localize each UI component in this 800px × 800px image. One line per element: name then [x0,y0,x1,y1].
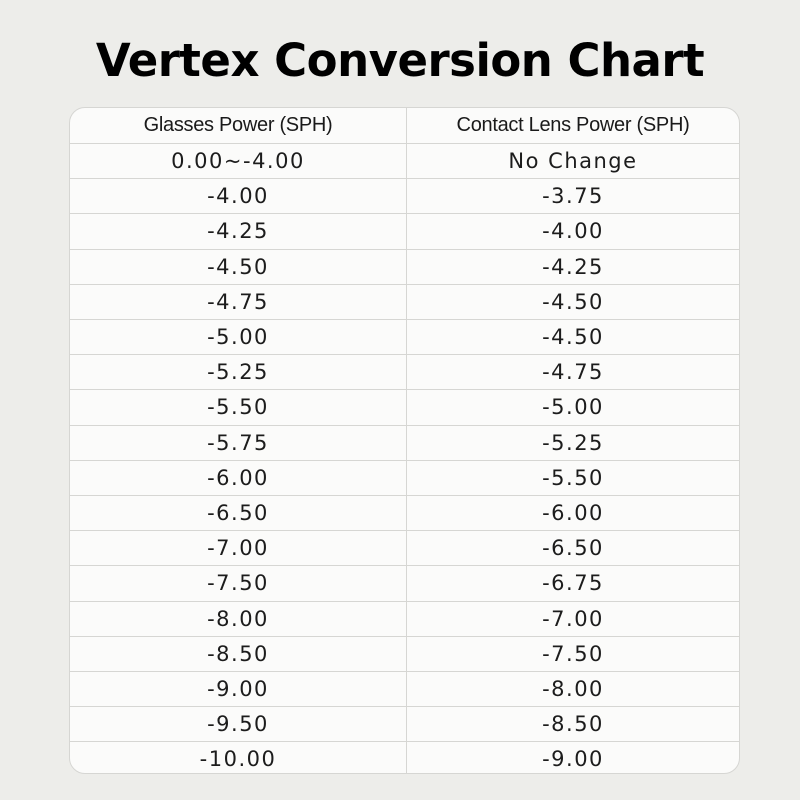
glasses-power-cell: -7.50 [70,566,407,600]
contact-lens-power-cell: -3.75 [542,184,604,209]
glasses-power-cell: -8.50 [70,637,407,671]
contact-lens-power-cell: -8.00 [542,677,604,702]
contact-lens-power-cell: -7.00 [542,606,604,631]
glasses-power-cell: -5.50 [70,390,407,424]
table-row [70,354,739,389]
glasses-power-cell: -5.00 [70,320,407,354]
table-row [70,636,739,671]
glasses-power-cell: 0.00~-4.00 [70,144,407,178]
table-row [70,460,739,495]
glasses-power-cell: -6.50 [70,496,407,530]
contact-lens-power-cell: -4.00 [542,219,604,244]
glasses-power-cell: -9.00 [70,672,407,706]
contact-lens-power-cell: -6.00 [542,501,604,526]
table-row [70,495,739,530]
table-row [70,284,739,319]
header-glasses-power: Glasses Power (SPH) [70,108,407,143]
table-row [70,319,739,354]
contact-lens-power-cell: -6.50 [542,536,604,561]
table-row [70,565,739,600]
glasses-power-cell: -5.75 [70,426,407,460]
header-contact-lens-power: Contact Lens Power (SPH) [456,114,690,136]
glasses-power-cell: -8.00 [70,602,407,636]
glasses-power-cell: -5.25 [70,355,407,389]
contact-lens-power-cell: -9.00 [542,747,604,772]
table-row [70,601,739,636]
table-row [70,425,739,460]
table-row [70,213,739,248]
conversion-table [69,107,740,774]
contact-lens-power-cell: -7.50 [542,641,604,666]
glasses-power-cell: -7.00 [70,531,407,565]
contact-lens-power-cell: -8.50 [542,712,604,737]
contact-lens-power-cell: No Change [508,149,638,174]
table-header-row [70,108,739,143]
glasses-power-cell: -4.00 [70,179,407,213]
contact-lens-power-cell: -4.75 [542,360,604,385]
glasses-power-cell: -4.25 [70,214,407,248]
contact-lens-power-cell: -4.25 [542,254,604,279]
glasses-power-cell: -4.75 [70,285,407,319]
table-row [70,249,739,284]
table-row [70,706,739,741]
table-row [70,671,739,706]
table-row [70,143,739,178]
contact-lens-power-cell: -5.25 [542,430,604,455]
contact-lens-power-cell: -5.00 [542,395,604,420]
glasses-power-cell: -6.00 [70,461,407,495]
glasses-power-cell: -9.50 [70,707,407,741]
table-row [70,741,739,774]
contact-lens-power-cell: -6.75 [542,571,604,596]
glasses-power-cell: -4.50 [70,250,407,284]
contact-lens-power-cell: -5.50 [542,465,604,490]
page-title: Vertex Conversion Chart [95,34,705,87]
table-row [70,178,739,213]
contact-lens-power-cell: -4.50 [542,325,604,350]
table-row [70,389,739,424]
table-row [70,530,739,565]
glasses-power-cell: -10.00 [70,742,407,774]
contact-lens-power-cell: -4.50 [542,289,604,314]
